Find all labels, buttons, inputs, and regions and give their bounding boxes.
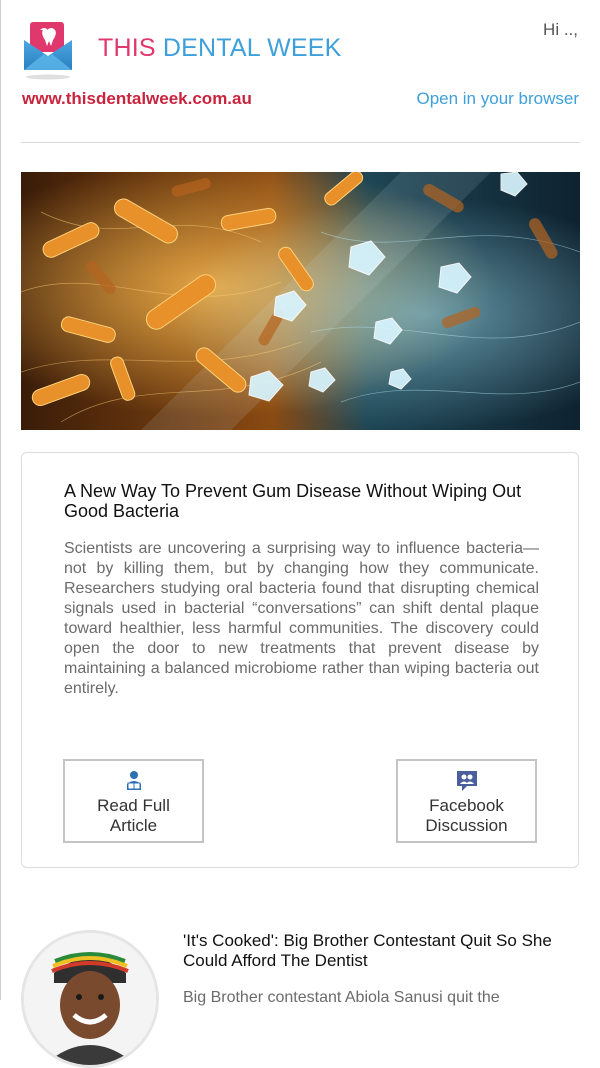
read-button-label-line2: Article <box>109 816 158 835</box>
article-card <box>21 452 579 868</box>
brand-name-this: THIS <box>98 34 163 62</box>
brand-logo[interactable] <box>22 18 342 82</box>
discussion-icon <box>456 770 478 792</box>
article2-title[interactable]: 'It's Cooked': Big Brother Contestant Quit So She Could Afford The Dentist <box>183 931 552 970</box>
site-url-link[interactable]: www.thisdentalweek.com.au <box>22 89 252 108</box>
envelope-tooth-icon <box>22 20 74 80</box>
brand-name <box>98 34 342 63</box>
article2-summary: Big Brother contestant Abiola Sanusi quit the <box>183 989 500 1006</box>
read-full-article-button[interactable] <box>63 759 204 843</box>
open-in-browser-link[interactable]: Open in your browser <box>416 89 579 108</box>
reader-icon <box>123 770 145 792</box>
facebook-discussion-button[interactable] <box>396 759 537 843</box>
greeting-text: Hi .., <box>543 20 578 39</box>
article-thumbnail-avatar[interactable] <box>21 930 159 1068</box>
hero-image-bacteria[interactable] <box>21 172 580 430</box>
article-summary: Scientists are uncovering a surprising way to influence bacteria—not by killing them, but by changing how they communicate. Researchers studying oral bacteria found that disrupting chemical signals used in bacterial “conversations” can shift dental plaque toward healthier, less harmful communities. The discovery could open the door to new treatments that prevent disease by maintaining a balanced microbiome rather than wiping bacteria out entirely. <box>64 540 539 697</box>
header-divider <box>21 142 580 143</box>
brand-name-dental-week: DENTAL WEEK <box>162 34 342 62</box>
facebook-button-label-line1: Facebook <box>429 796 504 815</box>
read-button-label-line1: Read Full <box>97 796 170 815</box>
frame-border <box>0 0 1 1000</box>
article-title[interactable]: A New Way To Prevent Gum Disease Without Wiping Out Good Bacteria <box>64 481 522 521</box>
facebook-button-label-line2: Discussion <box>425 816 508 835</box>
